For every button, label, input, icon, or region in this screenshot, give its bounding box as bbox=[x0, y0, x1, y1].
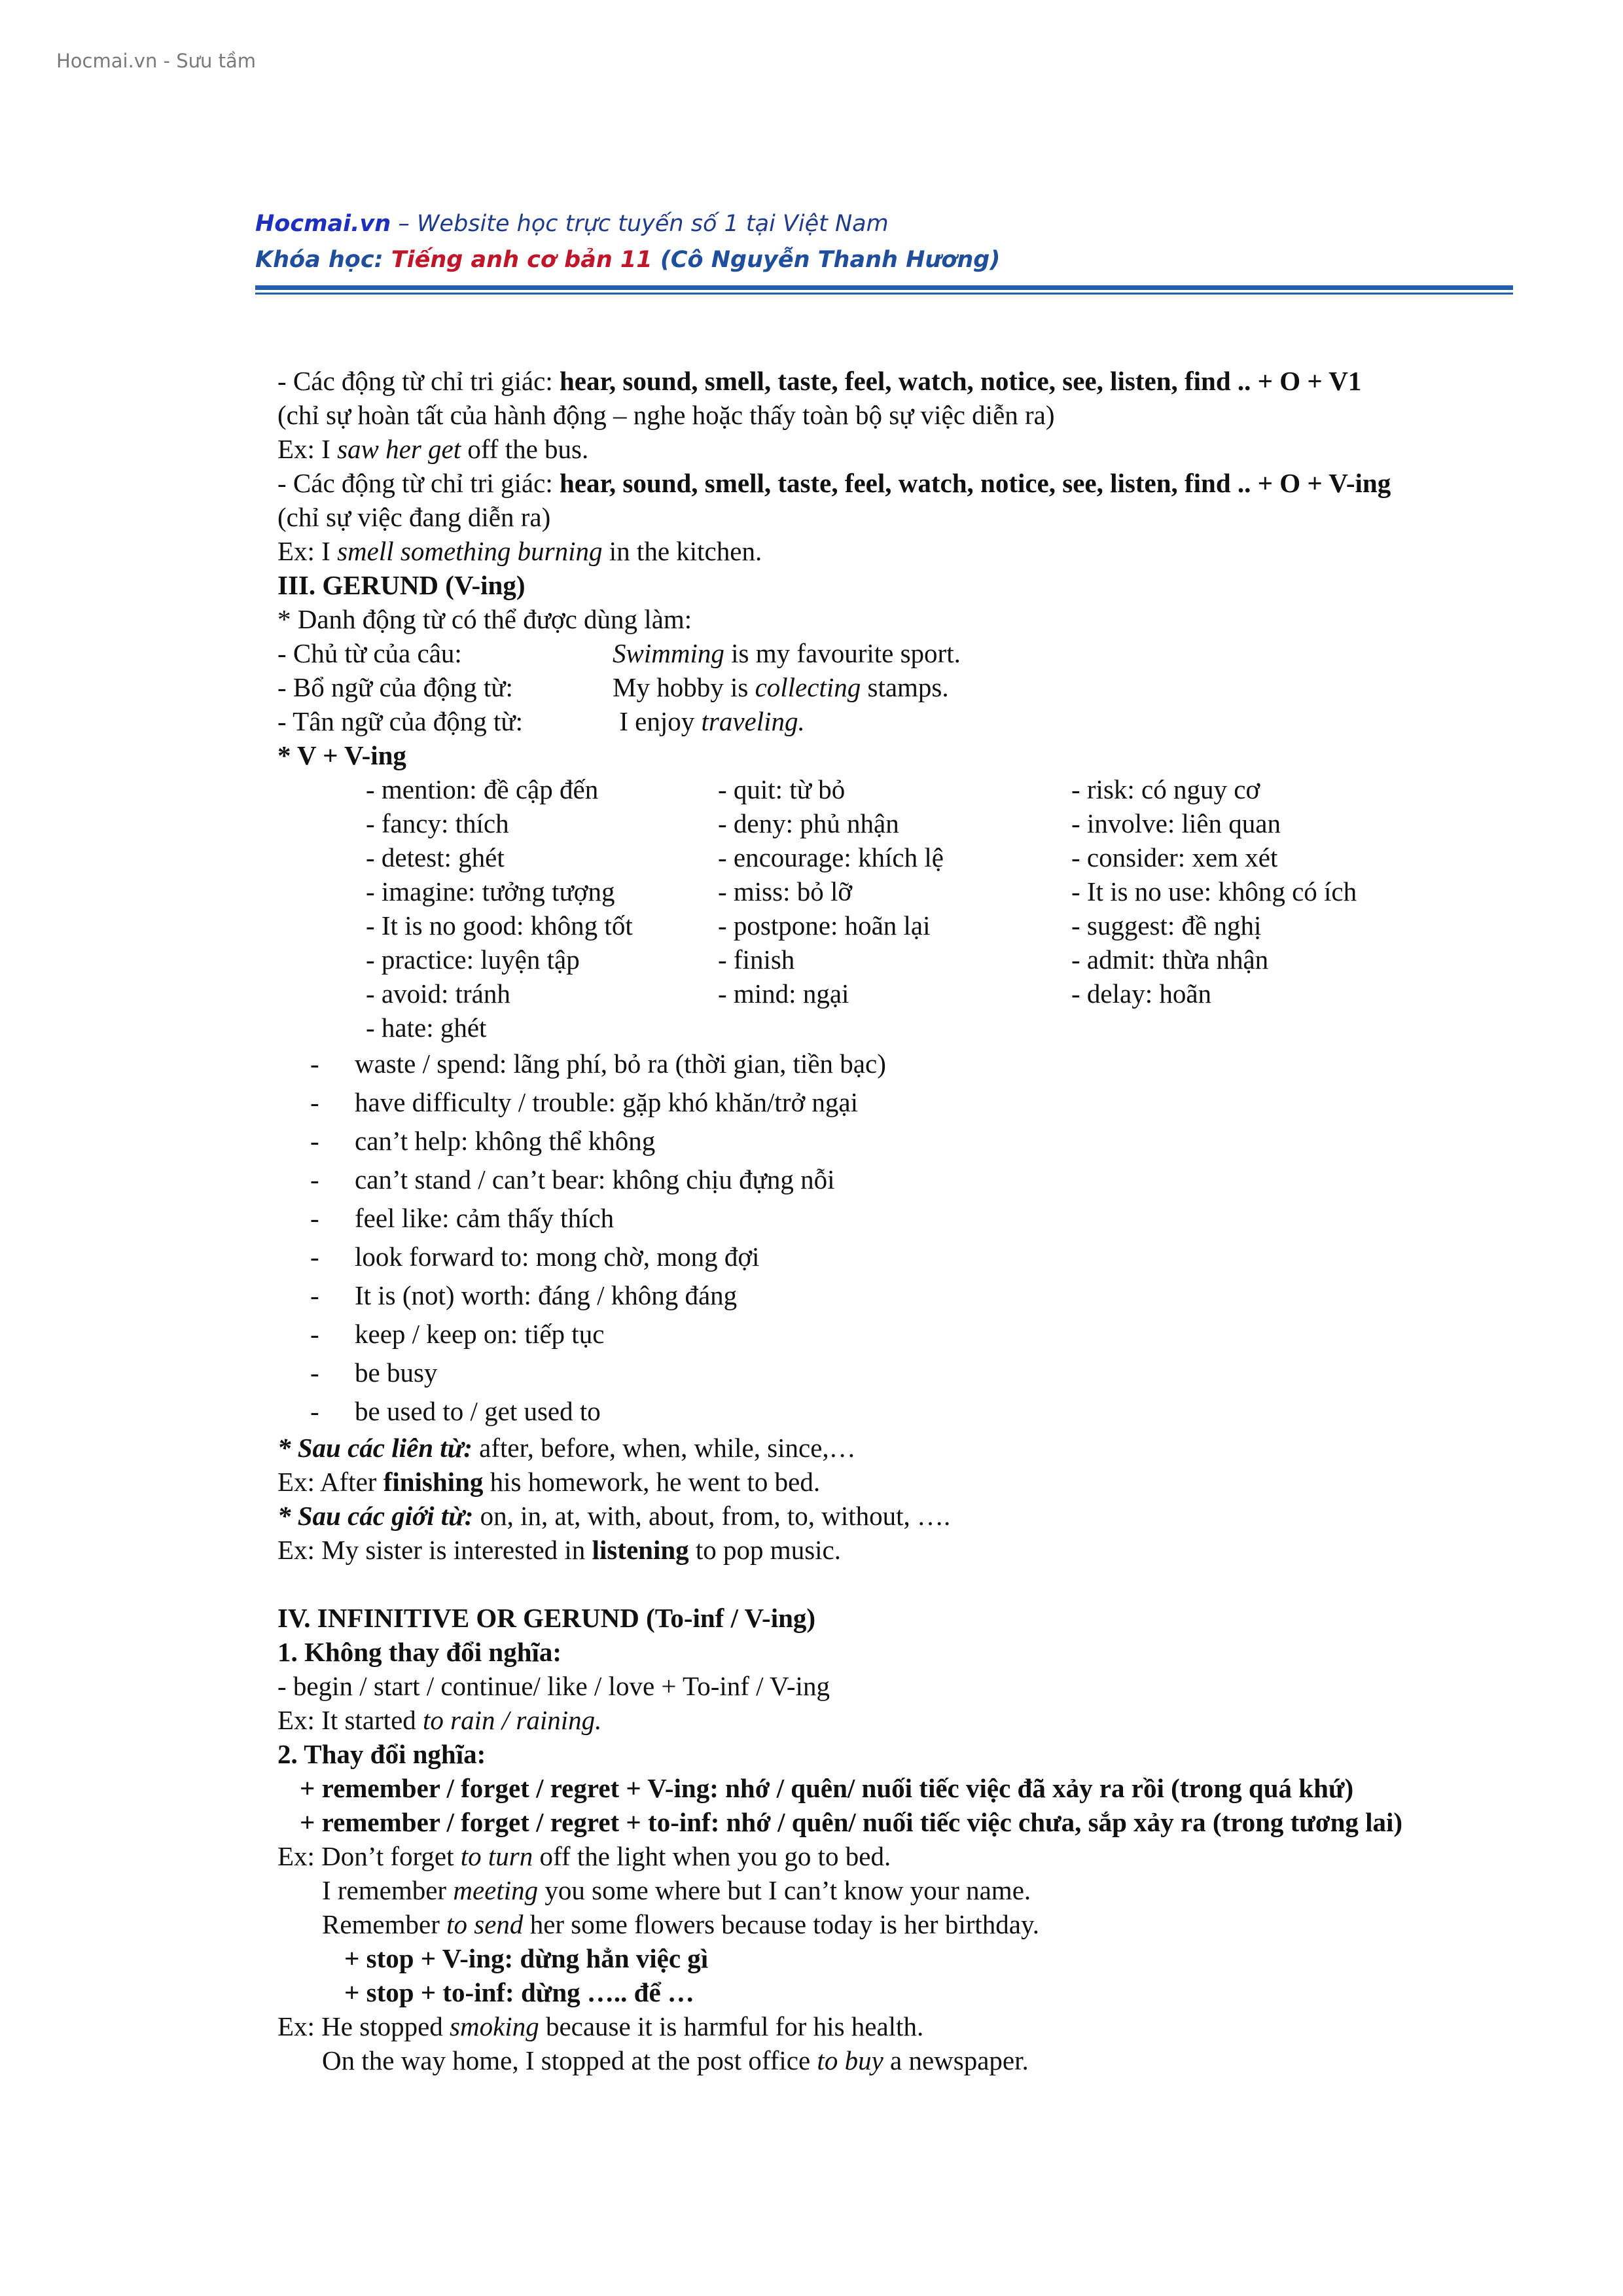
expression-item: - waste / spend: lãng phí, bỏ ra (thời gian, tiền bạc) bbox=[310, 1049, 886, 1079]
verb-row: - detest: ghét - encourage: khích lệ - consider: xem xét bbox=[366, 842, 1278, 872]
site-tagline: – Website học trực tuyến số 1 tại Việt Nam bbox=[391, 211, 889, 237]
no-change-heading: 1. Không thay đổi nghĩa: bbox=[277, 1637, 562, 1667]
remember-ving-rule: + remember / forget / regret + V-ing: nhớ / quên/ nuối tiếc việc đã xảy ra rồi (trong quá khứ) bbox=[300, 1773, 1354, 1803]
expression-item: - feel like: cảm thấy thích bbox=[310, 1203, 615, 1233]
verb-hate: - hate: ghét bbox=[366, 1013, 487, 1043]
expression-item: - have difficulty / trouble: gặp khó khăn/trở ngại bbox=[310, 1087, 858, 1117]
teacher-name: (Cô Nguyễn Thanh Hương) bbox=[652, 247, 1001, 273]
verb-row: - mention: đề cập đến - quit: từ bỏ - risk: có nguy cơ bbox=[366, 774, 1260, 804]
gerund-use: - Bổ ngữ của động từ: My hobby is collecting stamps. bbox=[277, 672, 949, 702]
no-change-rule: - begin / start / continue/ like / love + To-inf / V-ing bbox=[277, 1671, 830, 1701]
header-divider-thin bbox=[255, 293, 1513, 295]
header-line-2 bbox=[255, 247, 1000, 273]
expression-item: - look forward to: mong chờ, mong đợi bbox=[310, 1242, 760, 1272]
expression-item: - It is (not) worth: đáng / không đáng bbox=[310, 1280, 738, 1310]
verb-row: - practice: luyện tập - finish - admit: thừa nhận bbox=[366, 944, 1269, 975]
stop-example-1: Ex: He stopped smoking because it is harmful for his health. bbox=[277, 2011, 924, 2041]
course-label: Khóa học: bbox=[255, 247, 391, 273]
perception-example-b: Ex: I smell something burning in the kitchen. bbox=[277, 536, 762, 566]
source-note: Hocmai.vn - Sưu tầm bbox=[56, 50, 257, 72]
expression-item: - be busy bbox=[310, 1357, 438, 1388]
spacer bbox=[277, 1567, 1547, 1601]
expression-item: - can’t stand / can’t bear: không chịu đựng nỗi bbox=[310, 1164, 835, 1194]
verb-row: - avoid: tránh - mind: ngại - delay: hoãn bbox=[366, 978, 1212, 1009]
stop-example-2: On the way home, I stopped at the post office to buy a newspaper. bbox=[322, 2045, 1029, 2075]
stop-toinf-rule: + stop + to-inf: dừng ….. để … bbox=[344, 1977, 694, 2007]
verb-row: - imagine: tưởng tượng - miss: bỏ lỡ - It is no use: không có ích bbox=[366, 876, 1357, 906]
perception-line-b: - Các động từ chỉ tri giác: hear, sound, smell, taste, feel, watch, notice, see, listen, find .. + O + V-ing bbox=[277, 468, 1391, 498]
gerund-intro: * Danh động từ có thể được dùng làm: bbox=[277, 604, 692, 634]
header-divider bbox=[255, 285, 1513, 290]
course-name: Tiếng anh cơ bản 11 bbox=[391, 247, 652, 273]
site-name[interactable]: Hocmai.vn bbox=[255, 211, 391, 237]
document-body bbox=[277, 364, 1547, 2077]
perception-note-b: (chỉ sự việc đang diễn ra) bbox=[277, 502, 551, 532]
remember-example-1: Ex: Don’t forget to turn off the light when you go to bed. bbox=[277, 1841, 891, 1871]
after-conjunctions: * Sau các liên từ: after, before, when, while, since,… bbox=[277, 1433, 856, 1463]
remember-toinf-rule: + remember / forget / regret + to-inf: nhớ / quên/ nuối tiếc việc chưa, sắp xảy ra (trong tương lai) bbox=[300, 1807, 1403, 1837]
perception-note-a: (chỉ sự hoàn tất của hành động – nghe hoặc thấy toàn bộ sự việc diễn ra) bbox=[277, 400, 1055, 430]
verb-row: - fancy: thích - deny: phủ nhận - involve: liên quan bbox=[366, 808, 1281, 838]
no-change-example: Ex: It started to rain / raining. bbox=[277, 1705, 602, 1735]
gerund-use: - Chủ từ của câu: Swimming is my favourite sport. bbox=[277, 638, 961, 668]
expression-item: - can’t help: không thể không bbox=[310, 1126, 656, 1156]
section-iv-heading: IV. INFINITIVE OR GERUND (To-inf / V-ing) bbox=[277, 1603, 816, 1633]
gerund-use: - Tân ngữ của động từ: I enjoy traveling. bbox=[277, 706, 805, 736]
preposition-example: Ex: My sister is interested in listening to pop music. bbox=[277, 1535, 841, 1565]
conjunction-example: Ex: After finishing his homework, he went to bed. bbox=[277, 1467, 821, 1497]
change-heading: 2. Thay đổi nghĩa: bbox=[277, 1739, 486, 1769]
expression-item: - be used to / get used to bbox=[310, 1396, 601, 1426]
after-prepositions: * Sau các giới từ: on, in, at, with, about, from, to, without, …. bbox=[277, 1501, 951, 1531]
perception-example-a: Ex: I saw her get off the bus. bbox=[277, 434, 589, 464]
gerund-heading: III. GERUND (V-ing) bbox=[277, 570, 526, 600]
v-ving-heading: * V + V-ing bbox=[277, 740, 406, 770]
remember-example-3: Remember to send her some flowers because today is her birthday. bbox=[322, 1909, 1040, 1939]
verb-row: - It is no good: không tốt - postpone: hoãn lại - suggest: đề nghị bbox=[366, 910, 1262, 941]
stop-ving-rule: + stop + V-ing: dừng hẳn việc gì bbox=[344, 1943, 709, 1973]
remember-example-2: I remember meeting you some where but I can’t know your name. bbox=[322, 1875, 1031, 1905]
header-line-1 bbox=[255, 211, 889, 237]
perception-line-a: - Các động từ chỉ tri giác: hear, sound, smell, taste, feel, watch, notice, see, listen, find .. + O + V1 bbox=[277, 366, 1362, 396]
expression-item: - keep / keep on: tiếp tục bbox=[310, 1319, 605, 1349]
